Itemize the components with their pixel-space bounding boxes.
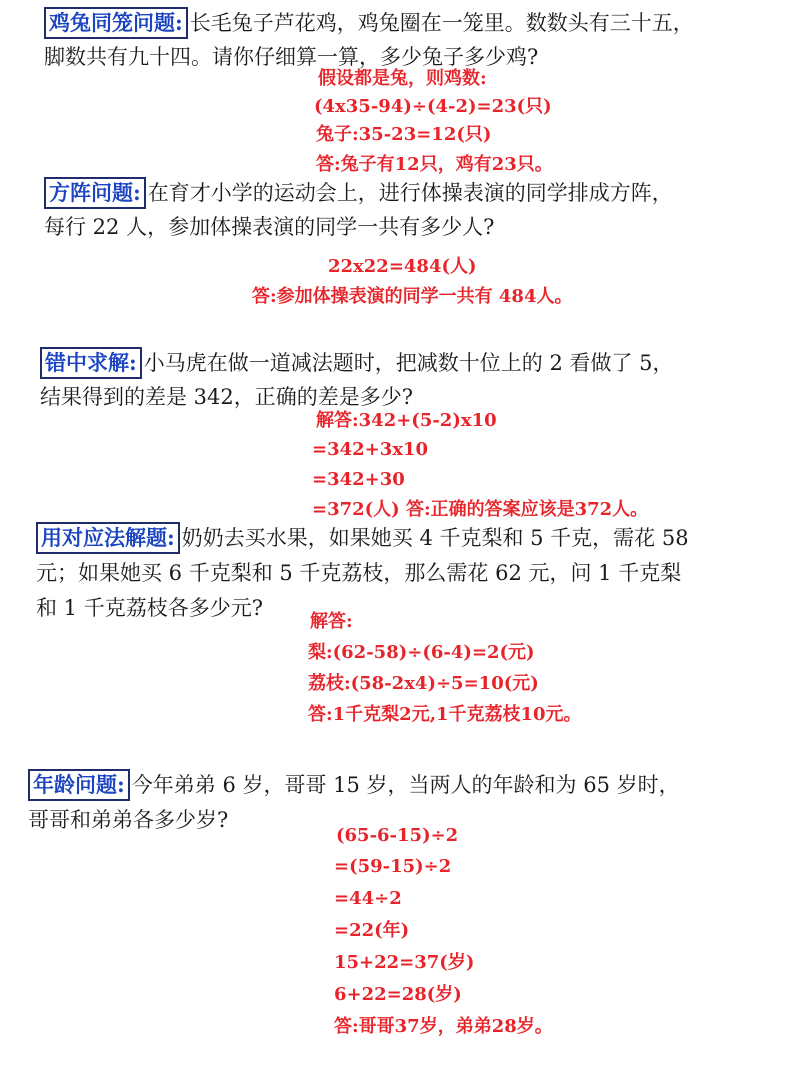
answer-line: 答:1千克梨2元,1千克荔枝10元。 xyxy=(308,704,582,725)
answer-line: =372(人) 答:正确的答案应该是372人。 xyxy=(312,499,649,520)
problem-text: 哥哥和弟弟各多少岁? xyxy=(28,808,229,832)
problem-text: 和 1 千克荔枝各多少元? xyxy=(36,596,263,620)
problem-line xyxy=(44,6,694,41)
answer-line: (4x35-94)÷(4-2)=23(只) xyxy=(314,96,552,117)
answer-line: =342+30 xyxy=(312,469,405,490)
answer-line: (65-6-15)÷2 xyxy=(336,825,459,846)
problem-text: 在育才小学的运动会上，进行体操表演的同学排成方阵， xyxy=(147,181,673,205)
answer-line: =342+3x10 xyxy=(312,439,429,460)
problem-text: 每行 22 人，参加体操表演的同学一共有多少人? xyxy=(44,215,495,239)
answer-line: 荔枝:(58-2x4)÷5=10(元) xyxy=(308,673,539,694)
problem-text: 元；如果她买 6 千克梨和 5 千克荔枝，那么需花 62 元，问 1 千克梨 xyxy=(36,561,682,585)
problem-tag: 年龄问题: xyxy=(28,769,130,801)
problem-text: 奶奶去买水果，如果她买 4 千克梨和 5 千克，需花 58 xyxy=(181,526,689,550)
problem-tag: 方阵问题: xyxy=(44,177,146,209)
problem-tag: 用对应法解题: xyxy=(36,522,180,554)
answer-line: 15+22=37(岁) xyxy=(334,952,475,973)
problem-text: 小马虎在做一道减法题时，把减数十位上的 2 看做了 5， xyxy=(143,351,674,375)
problem-line xyxy=(28,768,680,803)
problem-text: 长毛兔子芦花鸡，鸡兔圈在一笼里。数数头有三十五， xyxy=(189,11,694,35)
answer-line: 梨:(62-58)÷(6-4)=2(元) xyxy=(308,642,535,663)
problem-text: 结果得到的差是 342，正确的差是多少? xyxy=(40,385,414,409)
problem-tag: 错中求解: xyxy=(40,347,142,379)
answer-line: 假设都是兔，则鸡数: xyxy=(318,68,487,89)
problem-tag: 鸡兔同笼问题: xyxy=(44,7,188,39)
problem-text: 今年弟弟 6 岁，哥哥 15 岁，当两人的年龄和为 65 岁时， xyxy=(131,773,680,797)
problem-text: 脚数共有九十四。请你仔细算一算，多少兔子多少鸡? xyxy=(44,45,539,69)
answer-line: =22(年) xyxy=(334,920,410,941)
answer-line: 解答:342+(5-2)x10 xyxy=(316,410,497,431)
answer-line: =44÷2 xyxy=(334,888,402,909)
answer-line: 22x22=484(人) xyxy=(328,256,477,277)
answer-line: 答:哥哥37岁，弟弟28岁。 xyxy=(334,1016,553,1037)
answer-line: 解答: xyxy=(310,611,353,632)
answer-line: 6+22=28(岁) xyxy=(334,984,462,1005)
answer-line: 答:参加体操表演的同学一共有 484人。 xyxy=(252,286,573,307)
problem-line xyxy=(40,346,674,381)
problem-line xyxy=(44,176,673,211)
answer-line: 答:兔子有12只，鸡有23只。 xyxy=(316,154,553,175)
answer-line: =(59-15)÷2 xyxy=(334,856,452,877)
problem-line xyxy=(36,521,689,556)
answer-line: 兔子:35-23=12(只) xyxy=(316,124,492,145)
